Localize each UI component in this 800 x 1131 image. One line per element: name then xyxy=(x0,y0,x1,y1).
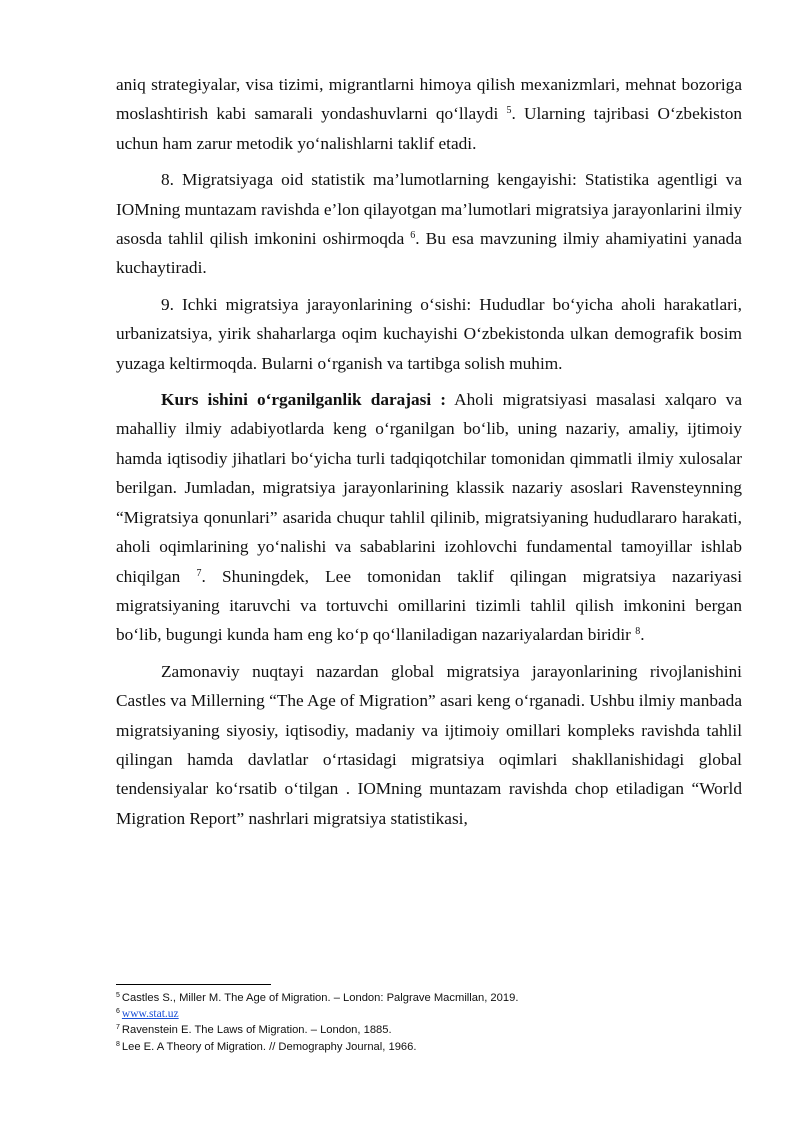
paragraph-tail: . Ularning tajribasi O‘zbekiston uchun ham zarur metodik yo‘nalishlarni taklif etadi. xyxy=(116,104,742,153)
paragraph-tail: . xyxy=(640,625,645,645)
footnote-ref-5[interactable]: 5 xyxy=(506,105,512,117)
footnote-number: 8 xyxy=(116,1040,120,1048)
footnote-6 xyxy=(116,1006,756,1022)
paragraph-text: 9. Ichki migratsiya jarayonlarining o‘sishi: Hududlar bo‘yicha aholi harakatlari, urbanizatsiya, yirik shaharlarga oqim kuchayishi O‘zbekistonda ulkan demografik bosim yuzaga keltirmoqda. Bularni o‘rganish va tartibga solish muhim. xyxy=(116,294,742,373)
footnote-8 xyxy=(116,1039,756,1055)
footnote-7 xyxy=(116,1022,756,1038)
footnote-ref-8[interactable]: 8 xyxy=(635,626,641,638)
body-text xyxy=(116,70,742,840)
footnote-separator xyxy=(116,984,271,985)
footnote-text: Ravenstein E. The Laws of Migration. – London, 1885. xyxy=(121,1024,392,1037)
footnote-ref-7[interactable]: 7 xyxy=(196,567,202,579)
footnote-number: 7 xyxy=(116,1024,120,1032)
footnote-ref-6[interactable]: 6 xyxy=(410,230,416,242)
paragraph-internal-migration xyxy=(116,290,742,378)
paragraph-text: Zamonaviy nuqtayi nazardan global migratsiya jarayonlarining rivojlanishini Castles va Millerning “The Age of Migration” asari keng o‘rganadi. Ushbu ilmiy manbada migratsiyaning siyosiy, iqtisodiy, madaniy va ijtimoiy omillari kompleks ravishda tahlil qilingan hamda davlatlar o‘rtasidagi migratsiya oqimlari shakllanishidagi global tendensiyalar ko‘rsatib o‘tilgan . IOMning muntazam ravishda chop etiladigan “World Migration Report” nashrlari migratsiya statistikasi, xyxy=(116,661,742,828)
paragraph-study-level xyxy=(116,385,742,650)
footnote-5 xyxy=(116,990,756,1006)
paragraph-statistics xyxy=(116,165,742,283)
footnote-number: 6 xyxy=(116,1008,120,1016)
paragraph-global-migration xyxy=(116,657,742,833)
footnote-number: 5 xyxy=(116,992,120,999)
footnote-link[interactable]: www.stat.uz xyxy=(121,1008,179,1021)
paragraph-text: 8. Migratsiyaga oid statistik ma’lumotlarning kengayishi: Statistika agentligi va IOMning muntazam ravishda e’lon qilayotgan ma’lumotlari migratsiya jarayonlarini ilmiy asosda tahlil qilish imkonini oshirmoqda xyxy=(116,170,742,249)
footnote-text: Castles S., Miller M. The Age of Migration. – London: Palgrave Macmillan, 2019. xyxy=(121,992,519,1004)
footnotes xyxy=(116,984,756,1055)
paragraph-strategies xyxy=(116,70,742,158)
footnote-text: Lee E. A Theory of Migration. // Demography Journal, 1966. xyxy=(121,1040,417,1053)
paragraph-text: aniq strategiyalar, visa tizimi, migrantlarni himoya qilish mexanizmlari, mehnat bozoriga moslashtirish kabi samarali yondashuvlarni qo‘llaydi xyxy=(116,75,742,124)
section-heading: Kurs ishini o‘rganilganlik darajasi : xyxy=(161,390,447,410)
paragraph-tail: . Bu esa mavzuning ilmiy ahamiyatini yanada kuchaytiradi. xyxy=(116,229,742,278)
paragraph-text: . Shuningdek, Lee tomonidan taklif qilingan migratsiya nazariyasi migratsiyaning itaruvchi va tortuvchi omillarini tizimli tahlil qilish imkonini bergan bo‘lib, bugungi kunda ham eng ko‘p qo‘llaniladigan nazariyalardan biridir xyxy=(116,566,742,645)
paragraph-text: Aholi migratsiyasi masalasi xalqaro va mahalliy ilmiy adabiyotlarda keng o‘rganilgan bo‘lib, uning nazariy, amaliy, ijtimoiy hamda iqtisodiy jihatlari bo‘yicha turli tadqiqotchilar tomonidan qimmatli ilmiy xulosalar berilgan. Jumladan, migratsiya jarayonlarining klassik nazariy asoslari Ravensteynning “Migratsiya qonunlari” asarida chuqur tahlil qilinib, migratsiyaning hududlararo harakati, aholi oqimlarining yo‘nalishi va sabablarini izohlovchi fundamental tamoyillar ishlab chiqilgan xyxy=(116,390,742,586)
